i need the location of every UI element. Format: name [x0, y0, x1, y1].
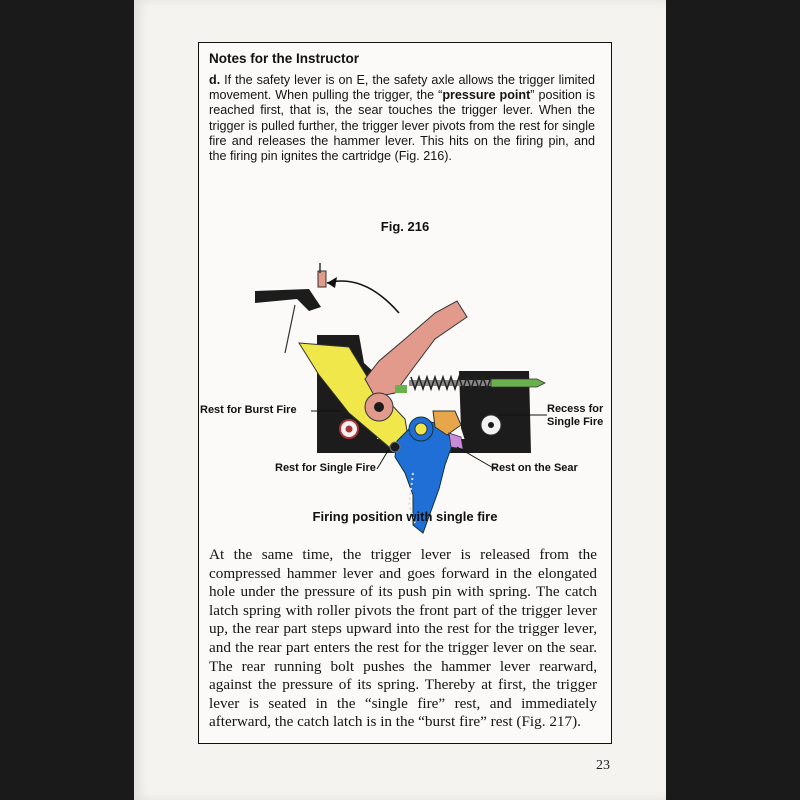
figure-caption: Firing position with single fire: [312, 509, 498, 524]
note-d-bold: pressure point: [442, 88, 531, 103]
trigger-mechanism-figure: [199, 243, 611, 543]
bolt-catch-part: [255, 289, 321, 311]
hammer-stop-pin: [318, 271, 326, 287]
figure-title: Fig. 216: [380, 219, 430, 234]
arrow-head: [327, 277, 337, 288]
note-d-text-1: If the safety lever is on E, the safety axle allows the trigger limited movement. When pulling the trigger, the “: [209, 73, 595, 103]
page-number: 23: [596, 758, 610, 773]
trigger-mechanism-diagram: [199, 243, 611, 543]
note-d-paragraph: [209, 73, 595, 164]
trigger-axle: [415, 423, 427, 435]
burst-fire-rest-center: [346, 426, 353, 433]
spring-wire: [285, 305, 295, 353]
single-fire-recess-center: [488, 422, 494, 428]
label-recess-line-2: Single Fire: [547, 416, 604, 428]
firing-pin-tip: [395, 385, 407, 393]
note-d-text-2: ” position is reached first, that is, the sear touches the trigger lever. When the trigger is pulled further, the trigger lever pivots from the rest for single fire and releases the hammer lever. This hits on the firing pin, and the firing pin ignites the cartridge (Fig. 216).: [209, 88, 595, 164]
note-d-label: d.: [209, 73, 221, 87]
notes-heading: Notes for the Instructor: [209, 51, 360, 66]
body-paragraph: At the same time, the trigger lever is released from the compressed hammer lever and goes forward in the elongated hole under the pressure of its push pin with spring. The catch latch spring with roller pivots the front part of the trigger lever up, the rear part steps upward into the rest for the trigger lever, and the rear part enters the rest for the trigger lever on the sear. The rear running bolt pushes the hammer lever rearward, against the pressure of its spring. Thereby at first, the trigger lever is seated in the “single fire” rest, and immediately afterward, the catch latch is in the “burst fire” rest (Fig. 217).: [209, 546, 597, 731]
hammer-axle: [374, 402, 384, 412]
book-page: [134, 0, 666, 800]
label-recess-single-fire: [547, 403, 603, 429]
label-recess-line-1: Recess for: [547, 403, 604, 415]
label-rest-burst-fire: Rest for Burst Fire: [200, 404, 297, 416]
catch-latch-roller: [390, 442, 400, 452]
label-rest-single-fire: Rest for Single Fire: [275, 462, 376, 474]
label-rest-on-sear: Rest on the Sear: [491, 462, 578, 474]
firing-pin: [491, 379, 545, 387]
instructor-notes-box: [198, 42, 612, 744]
disconnector: [449, 433, 463, 449]
hammer-travel-arrow: [327, 281, 399, 313]
